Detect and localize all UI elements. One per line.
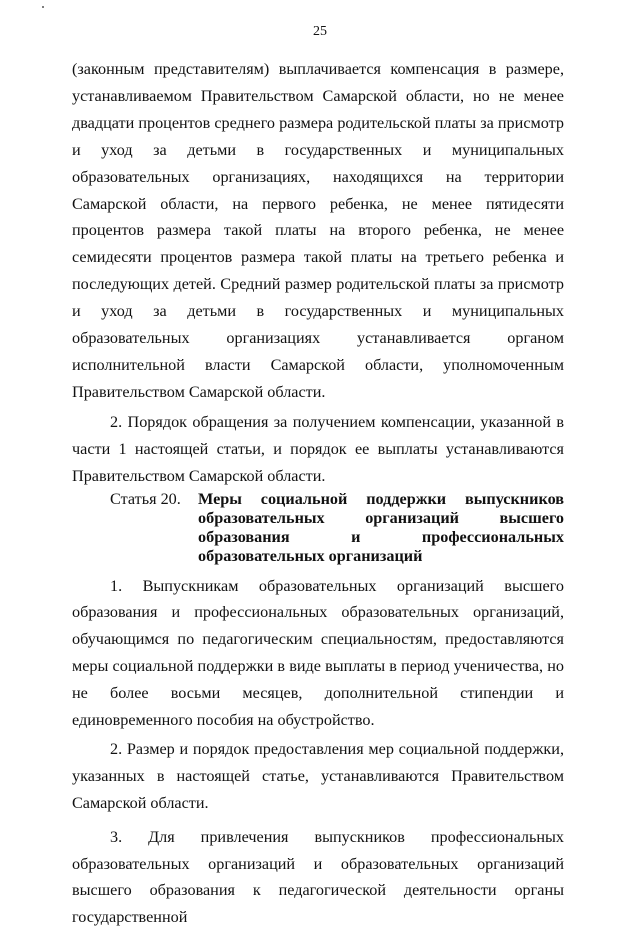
article-heading — [72, 490, 564, 566]
paragraph-compensation-procedure: 2. Порядок обращения за получением компенсации, указанной в части 1 настоящей статьи, и порядок ее выплаты устанавливаются Правительством Самарской области. — [72, 412, 564, 485]
page-number: 25 — [313, 24, 327, 39]
paragraph-support-procedure: 2. Размер и порядок предоставления мер социальной поддержки, указанных в настоящей статье, устанавливаются Правительством Самарской области. — [72, 739, 564, 812]
paragraph-continuation: (законным представителям) выплачивается компенсация в размере, устанавливаемом Правительством Самарской области, но не менее двадцати процентов среднего размера родительской платы за присмотр и уход за детьми в государственных и муниципальных образовательных организациях, находящихся на территории Самарской области, на первого ребенка, не менее пятидесяти процентов размера такой платы на второго ребенка, не менее семидесяти процентов размера такой платы на третьего ребенка и последующих детей. Средний размер родительской платы за присмотр и уход за детьми в государственных и муниципальных образовательных организациях устанавливается органом исполнительной власти Самарской области, уполномоченным Правительством Самарской области. — [72, 60, 564, 401]
article-number: Статья 20. — [110, 489, 181, 508]
scan-mark — [42, 6, 44, 8]
paragraph-attracting-graduates: 3. Для привлечения выпускников профессиональных образовательных организаций и образовательных организаций высшего образования к педагогической деятельности органы государственной — [72, 827, 564, 927]
article-title: Меры социальной поддержки выпускников образовательных организаций высшего образования и профессиональных образовательных организаций — [198, 489, 564, 565]
paragraph-graduates-support: 1. Выпускникам образовательных организаций высшего образования и профессиональных образовательных организаций, обучающимся по педагогическим специальностям, предоставляются меры социальной поддержки в виде выплаты в период ученичества, но не более восьми месяцев, дополнительной стипендии и единовременного пособия на обустройство. — [72, 576, 564, 730]
document-body — [72, 56, 564, 931]
